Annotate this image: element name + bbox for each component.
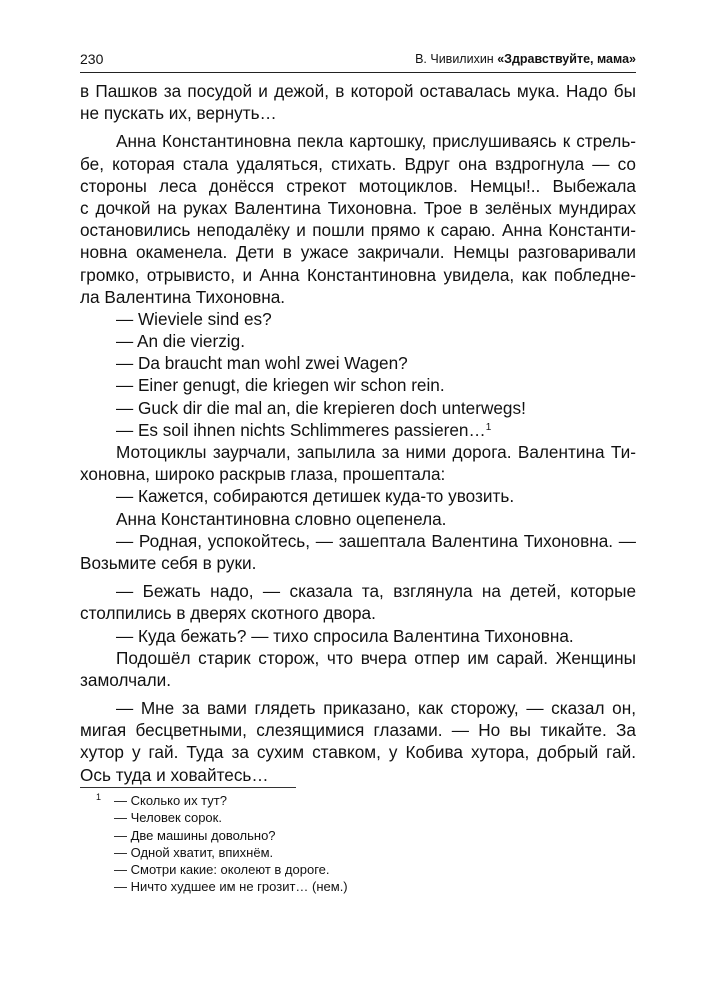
text-line: столпились в дверях скотного двора. (80, 603, 376, 624)
text-line: новна окаменела. Дети в ужасе закричали. Немцы разговаривали (80, 242, 636, 263)
text-line: Анна Константиновна словно оцепенела. (116, 508, 447, 529)
dialogue-line: — Кажется, собираются детишек куда-то увозить. (116, 486, 515, 507)
footnote-line: — Ничто худшее им не грозит… (нем.) (114, 879, 348, 895)
text-line: замолчали. (80, 669, 172, 690)
dialogue-line: — Мне за вами глядеть приказано, как сторожу, — сказал он, (116, 698, 636, 719)
footnote-line: — Одной хватит, впихнём. (114, 844, 274, 860)
footnote-text: — Сколько их тут? (114, 793, 227, 808)
text-line: громко, отрывисто, и Анна Константиновна увидела, как побледне- (80, 264, 636, 285)
footnote-line: — Человек сорок. (114, 810, 222, 826)
footnote-reference: 1 (485, 421, 492, 433)
dialogue-line (80, 419, 636, 441)
footnote-line: — Две машины довольно? (114, 827, 276, 843)
text-line: бе, которая стала удаляться, стихать. Вдруг она вздрогнула — со (80, 153, 636, 174)
text-line: Возьмите себя в руки. (80, 552, 257, 573)
text-line: остановились неподалёку и пошли прямо к сараю. Анна Константи- (80, 220, 636, 241)
page-number: 230 (80, 51, 104, 67)
text-line: Ось туда и ховайтесь… (80, 764, 269, 785)
text-line: Анна Константиновна пекла картошку, прислушиваясь к стрель- (116, 131, 636, 152)
text-line: мигая бесцветными, слезящимися глазами. — Но вы тикайте. За (80, 720, 636, 741)
running-head-author: В. Чивилихин (415, 52, 498, 66)
running-head (415, 52, 636, 66)
body-text (80, 80, 636, 786)
dialogue-line: — Куда бежать? — тихо спросила Валентина Тихоновна. (116, 625, 574, 646)
footnote-divider (80, 787, 296, 788)
dialogue-line: — Da braucht man wohl zwei Wagen? (116, 353, 408, 374)
running-head-title: «Здравствуйте, мама» (497, 52, 636, 66)
text-line: хутор у гай. Туда за сухим ставком, у Кобива хутора, добрый гай. (80, 742, 636, 763)
dialogue-line: — Бежать надо, — сказала та, взглянула на детей, которые (116, 581, 636, 602)
text-line: Мотоциклы заурчали, запылила за ними дорога. Валентина Ти- (116, 442, 636, 462)
dialogue-line: — Wieviele sind es? (116, 308, 272, 329)
footnotes (96, 792, 348, 896)
page-header (80, 50, 636, 73)
text-line: в Пашков за посудой и дежой, в которой оставалась мука. Надо бы (80, 81, 636, 101)
footnote-line: — Смотри какие: околеют в дороге. (114, 862, 330, 878)
dialogue-line: — Guck dir die mal an, die krepieren doch unterwegs! (116, 397, 526, 418)
text-line: не пускать их, вернуть… (80, 103, 277, 124)
text-line: ла Валентина Тихоновна. (80, 286, 286, 307)
text-line: стороны леса донёсся стрекот мотоциклов. Немцы!.. Выбежала (80, 175, 636, 196)
dialogue-line: — Einer genugt, die kriegen wir schon rein. (116, 375, 445, 396)
dialogue-text: — Es soil ihnen nichts Schlimmeres passieren… (116, 419, 486, 440)
footnote-line (96, 792, 348, 809)
footnote-marker: 1 (96, 792, 102, 802)
text-line: с дочкой на руках Валентина Тихоновна. Трое в зелёных мундирах (80, 197, 636, 218)
text-line: Подошёл старик сторож, что вчера отпер им сарай. Женщины (116, 647, 636, 668)
dialogue-line: — Родная, успокойтесь, — зашептала Валентина Тихоновна. — (116, 530, 636, 551)
dialogue-line: — An die vierzig. (116, 331, 245, 352)
text-line: хоновна, широко раскрыв глаза, прошептала: (80, 464, 446, 485)
